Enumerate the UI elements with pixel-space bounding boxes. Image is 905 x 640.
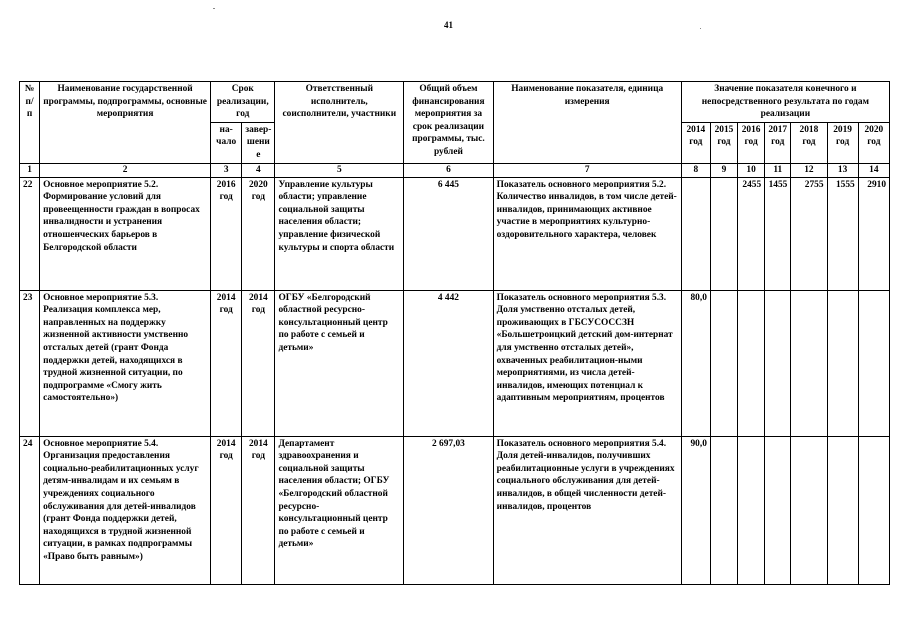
header-no: № п/п: [20, 82, 40, 164]
row-name: Основное мероприятие 5.4. Организация предоставления социально-реабилитационных услуг детям-инвалидам и их семьям в учреждениях социального обслуживания для детей-инвалидов (грант Фонда поддержки детей, находящихся в трудной жизненной ситуации, в рамках подпрограммы «Право быть равным»): [40, 436, 211, 584]
row-value: [858, 290, 889, 436]
row-value: [765, 290, 791, 436]
header-funding: Общий объем финансирования мероприятия за срок реализации программы, тыс. рублей: [404, 82, 494, 164]
row-no: 24: [20, 436, 40, 584]
row-end: 2014 год: [242, 290, 275, 436]
column-number: 4: [242, 163, 275, 177]
row-no: 23: [20, 290, 40, 436]
header-year: 2020 год: [858, 122, 889, 163]
row-value: [765, 436, 791, 584]
column-number: 2: [40, 163, 211, 177]
column-number: 12: [791, 163, 827, 177]
row-indicator: Показатель основного мероприятия 5.3. Доля умственно отсталых детей, проживающих в ГБСУСОССЗН «Большетроицкий детский дом-интернат для умственно отсталых детей», охваченных реабилитацион-ными мероприятиями, из числа детей-инвалидов, имеющих потенциал к адаптивным мероприятиям, процентов: [493, 290, 681, 436]
row-value: [791, 290, 827, 436]
row-indicator: Показатель основного мероприятия 5.2. Количество инвалидов, в том числе детей-инвалидов, принимающих активное участие в мероприятиях культурно-оздоровительного характера, человек: [493, 177, 681, 290]
column-number-row: [20, 163, 890, 177]
header-year: 2014 год: [681, 122, 710, 163]
header-year: 2016 год: [738, 122, 765, 163]
program-measures-table: [19, 81, 890, 585]
row-funding: 6 445: [404, 177, 494, 290]
header-year: 2017 год: [765, 122, 791, 163]
row-value: [791, 436, 827, 584]
page-number: 41: [444, 20, 453, 30]
header-year: 2018 год: [791, 122, 827, 163]
row-funding: 4 442: [404, 290, 494, 436]
row-start: 2016 год: [211, 177, 242, 290]
column-number: 9: [710, 163, 737, 177]
row-value: [738, 290, 765, 436]
row-no: 22: [20, 177, 40, 290]
column-number: 13: [827, 163, 858, 177]
header-values: Значение показателя конечного и непосредственного результата по годам реализации: [681, 82, 889, 123]
table-row: [20, 177, 890, 290]
row-value: [738, 436, 765, 584]
scan-mark: [700, 28, 701, 29]
row-value: [827, 436, 858, 584]
row-executor: Департамент здравоохранения и социальной защиты населения области; ОГБУ «Белгородский областной ресурсно-консультационный центр по работе с семьей и детьми»: [275, 436, 404, 584]
row-value: 90,0: [681, 436, 710, 584]
row-value: 1555: [827, 177, 858, 290]
row-end: 2014 год: [242, 436, 275, 584]
column-number: 8: [681, 163, 710, 177]
row-value: [710, 290, 737, 436]
row-name: Основное мероприятие 5.2. Формирование условий для провеещенности граждан в вопросах инвалидности и устранения отношенческих барьеров в Белгородской области: [40, 177, 211, 290]
row-name: Основное мероприятие 5.3. Реализация комплекса мер, направленных на поддержку жизненной активности умственно отсталых детей (грант Фонда поддержки детей, находящихся в трудной жизненной ситуации, по подпрограмме «Смогу жить самостоятельно»): [40, 290, 211, 436]
row-indicator: Показатель основного мероприятия 5.4. Доля детей-инвалидов, получивших реабилитационные услуги в учреждениях социального обслуживания для детей-инвалидов, в общей численности детей-инвалидов, процентов: [493, 436, 681, 584]
table-row: [20, 290, 890, 436]
column-number: 10: [738, 163, 765, 177]
column-number: 11: [765, 163, 791, 177]
header-row: [20, 82, 890, 123]
column-number: 1: [20, 163, 40, 177]
header-name: Наименование государственной программы, подпрограммы, основные мероприятия: [40, 82, 211, 164]
header-indicator: Наименование показателя, единица измерения: [493, 82, 681, 164]
header-year: 2019 год: [827, 122, 858, 163]
row-value: [710, 436, 737, 584]
row-executor: ОГБУ «Белгородский областной ресурсно-консультационный центр по работе с семьей и детьми»: [275, 290, 404, 436]
row-funding: 2 697,03: [404, 436, 494, 584]
scan-mark: [213, 8, 215, 9]
column-number: 3: [211, 163, 242, 177]
row-value: 2910: [858, 177, 889, 290]
column-number: 6: [404, 163, 494, 177]
row-start: 2014 год: [211, 290, 242, 436]
header-term-start: на-чало: [211, 122, 242, 163]
row-value: [681, 177, 710, 290]
header-executor: Ответственный исполнитель, соисполнители, участники: [275, 82, 404, 164]
row-value: 2455: [738, 177, 765, 290]
row-end: 2020 год: [242, 177, 275, 290]
column-number: 5: [275, 163, 404, 177]
row-value: 1455: [765, 177, 791, 290]
row-value: 2755: [791, 177, 827, 290]
row-value: [827, 290, 858, 436]
column-number: 14: [858, 163, 889, 177]
row-value: [858, 436, 889, 584]
row-value: 80,0: [681, 290, 710, 436]
table-row: [20, 436, 890, 584]
row-value: [710, 177, 737, 290]
row-start: 2014 год: [211, 436, 242, 584]
row-executor: Управление культуры области; управление социальной защиты населения области; управление физической культуры и спорта области: [275, 177, 404, 290]
column-number: 7: [493, 163, 681, 177]
header-year: 2015 год: [710, 122, 737, 163]
header-term: Срок реализации, год: [211, 82, 275, 123]
header-term-end: завер-шение: [242, 122, 275, 163]
